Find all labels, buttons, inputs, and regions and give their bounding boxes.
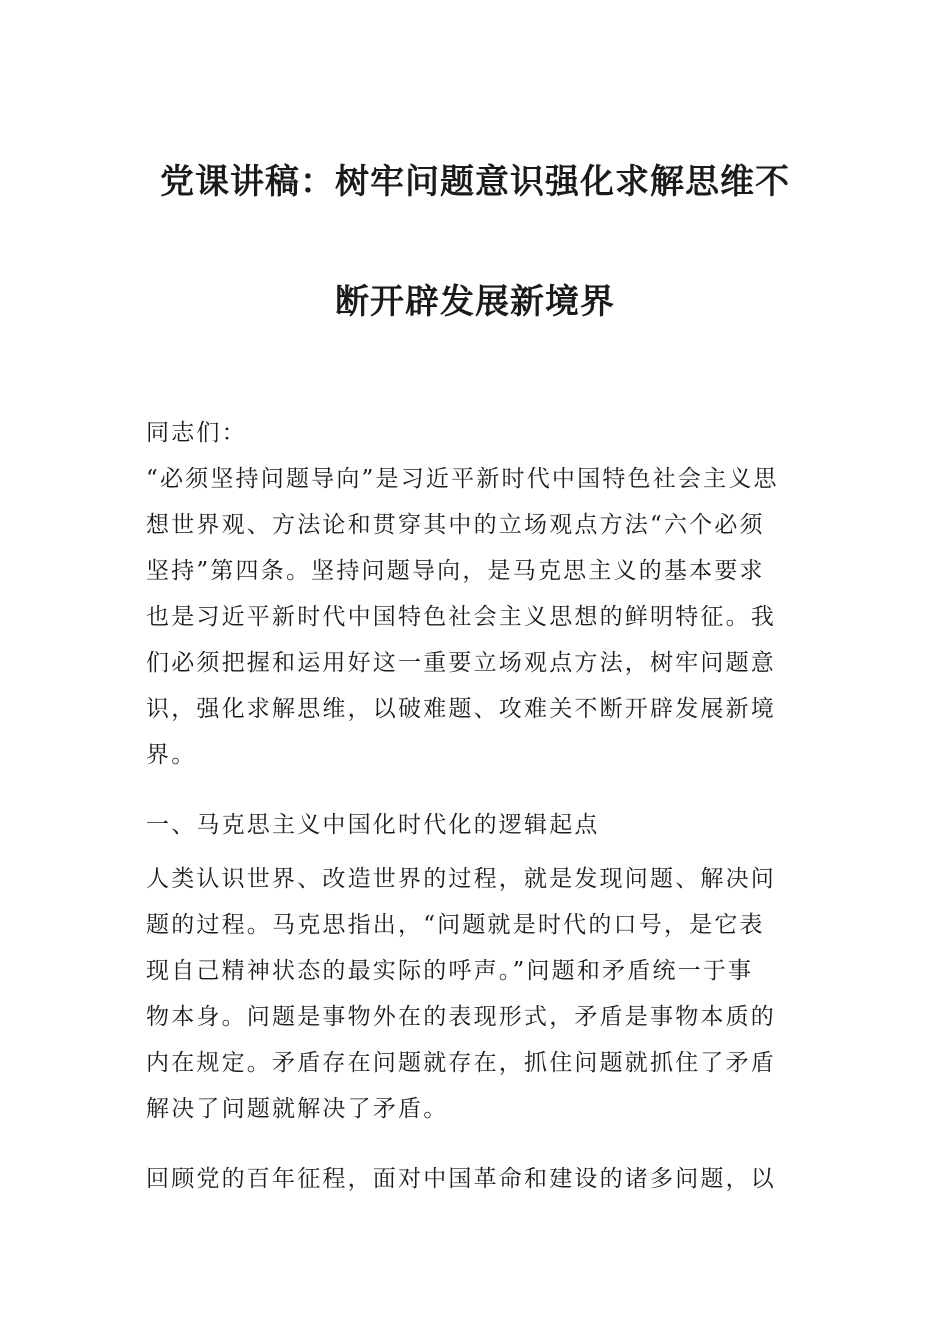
- paragraph-line: 解决了问题就解决了矛盾。: [146, 1096, 449, 1122]
- paragraph-line: 界。: [146, 742, 197, 768]
- paragraph-line: 题的过程。马克思指出，“问题就是时代的口号，是它表: [146, 912, 765, 938]
- paragraph-line: “必须坚持问题导向”是习近平新时代中国特色社会主义思: [146, 466, 779, 492]
- paragraph-line: 坚持”第四条。坚持问题导向，是马克思主义的基本要求: [146, 558, 765, 584]
- paragraph-line: 也是习近平新时代中国特色社会主义思想的鲜明特征。我: [146, 604, 776, 630]
- paragraph-line: 识，强化求解思维，以破难题、攻难关不断开辟发展新境: [146, 696, 776, 722]
- paragraph-line: 们必须把握和运用好这一重要立场观点方法，树牢问题意: [146, 650, 776, 676]
- document-title-line-1: 党课讲稿：树牢问题意识强化求解思维不: [160, 162, 790, 202]
- paragraph-line: 内在规定。矛盾存在问题就存在，抓住问题就抓住了矛盾: [146, 1050, 776, 1076]
- paragraph-line: 想世界观、方法论和贯穿其中的立场观点方法“六个必须: [146, 512, 765, 538]
- paragraph-line: 物本身。问题是事物外在的表现形式，矛盾是事物本质的: [146, 1004, 776, 1030]
- section-heading: 一、马克思主义中国化时代化的逻辑起点: [146, 812, 600, 838]
- paragraph-line: 人类认识世界、改造世界的过程，就是发现问题、解决问: [146, 866, 776, 892]
- document-title-line-2: 断开辟发展新境界: [335, 282, 615, 322]
- paragraph-line: 现自己精神状态的最实际的呼声。”问题和矛盾统一于事: [146, 958, 754, 984]
- paragraph-line: 回顾党的百年征程，面对中国革命和建设的诸多问题，以: [146, 1166, 776, 1192]
- salutation: 同志们：: [146, 420, 247, 446]
